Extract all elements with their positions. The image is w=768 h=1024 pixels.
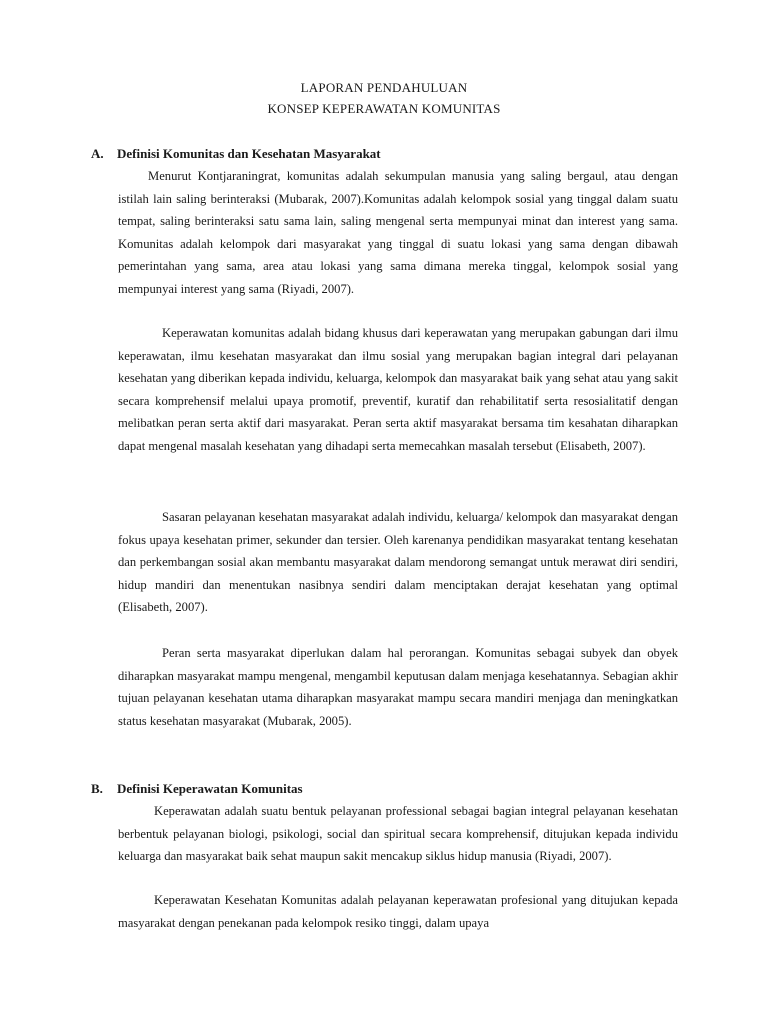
section-a-heading <box>91 146 381 162</box>
section-b-letter: B. <box>91 781 103 796</box>
document-title-line-2: KONSEP KEPERAWATAN KOMUNITAS <box>267 101 501 116</box>
section-b-paragraph-1: Keperawatan adalah suatu bentuk pelayanan professional sebagai bagian integral pelayanan kesehatan berbentuk pelayanan biologi, psikologi, social dan spiritual secara komprehensif, ditujukan kepada individu keluarga dan masyarakat baik sehat maupun sakit mencakup siklus hidup manusia (Riyadi, 2007). <box>118 804 678 864</box>
section-b-heading <box>91 781 303 797</box>
section-b-paragraph-2: Keperawatan Kesehatan Komunitas adalah pelayanan keperawatan profesional yang ditujukan kepada masyarakat dengan penekanan pada kelompok resiko tinggi, dalam upaya <box>118 893 678 930</box>
section-a-letter: A. <box>91 146 104 161</box>
section-a-paragraph-2: Keperawatan komunitas adalah bidang khusus dari keperawatan yang merupakan gabungan dari ilmu keperawatan, ilmu kesehatan masyarakat dan ilmu sosial yang merupakan bagian integral dari pelayanan kesehatan yang diberikan kepada individu, keluarga, kelompok dan masyarakat baik yang sehat atau yang sakit secara komprehensif melalui upaya promotif, preventif, kuratif dan rehabilitatif serta resosialitatif dengan melibatkan peran serta aktif dari masyarakat. Peran serta aktif masyarakat bersama tim kesahatan diharapkan dapat mengenal masalah kesehatan yang dihadapi serta memecahkan masalah tersebut (Elisabeth, 2007). <box>118 326 679 453</box>
section-a-paragraph-3: Sasaran pelayanan kesehatan masyarakat adalah individu, keluarga/ kelompok dan masyarakat dengan fokus upaya kesehatan primer, sekunder dan tersier. Oleh karenanya pendidikan masyarakat tentang kesehatan dan perkembangan sosial akan membantu masyarakat dalam mendorong semangat untuk merawat diri sendiri, hidup mandiri dan menentukan nasibnya sendiri dalam menciptakan derajat kesehatan yang optimal (Elisabeth, 2007). <box>118 510 678 615</box>
section-a-paragraph-1: Menurut Kontjaraningrat, komunitas adalah sekumpulan manusia yang saling bergaul, atau dengan istilah lain saling berinteraksi (Mubarak, 2007).Komunitas adalah kelompok sosial yang tinggal dalam suatu tempat, saling berinteraksi satu sama lain, saling mengenal serta mempunyai minat dan interest yang sama. Komunitas adalah kelompok dari masyarakat yang tinggal di suatu lokasi yang sama dengan dibawah pemerintahan yang sama, area atau lokasi yang sama dimana mereka tinggal, kelompok sosial yang mempunyai interest yang sama (Riyadi, 2007). <box>118 169 678 296</box>
section-a-paragraph-4: Peran serta masyarakat diperlukan dalam hal perorangan. Komunitas sebagai subyek dan obyek diharapkan masyarakat mampu mengenal, mengambil keputusan dalam menjaga kesehatannya. Sebagian akhir tujuan pelayanan kesehatan utama diharapkan masyarakat mampu secara mandiri menjaga dan meningkatkan status kesehatan masyarakat (Mubarak, 2005). <box>118 646 678 728</box>
section-a-heading-text: Definisi Komunitas dan Kesehatan Masyarakat <box>117 146 381 161</box>
section-b-heading-text: Definisi Keperawatan Komunitas <box>117 781 303 796</box>
document-title-line-1: LAPORAN PENDAHULUAN <box>300 80 468 95</box>
